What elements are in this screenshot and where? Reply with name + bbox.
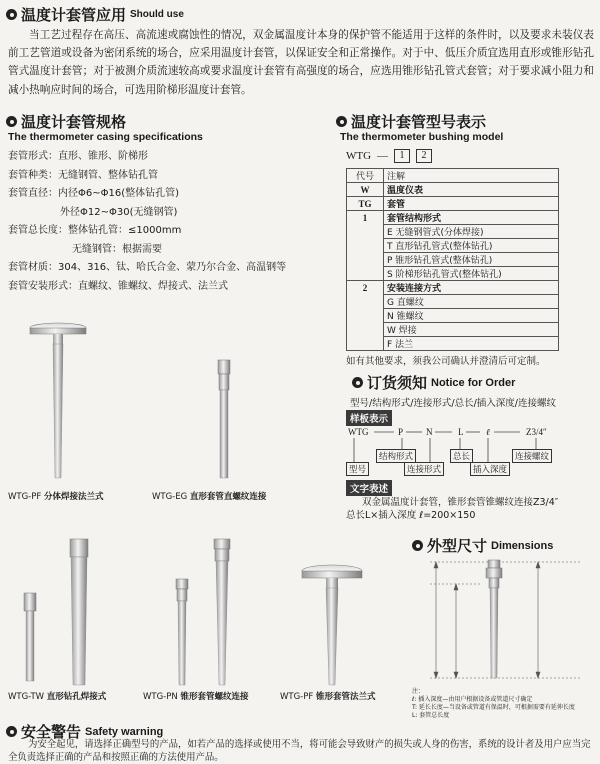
table-row — [347, 211, 559, 225]
spec-line: 套管安装形式：直螺纹、锥螺纹、焊接式、法兰式 — [8, 280, 228, 292]
row-note: P 锥形钻孔管式(整体钻孔) — [384, 253, 559, 267]
model-code — [346, 149, 432, 163]
label-box-structure: 结构形式 — [376, 449, 416, 463]
dimensions-note: T: 延长长度—当设备或管道有保温时，可根据需要有延伸长度 — [412, 704, 575, 711]
model-code-dash: — — [377, 150, 389, 162]
model-code-prefix: WTG — [346, 150, 372, 162]
sample-tag: 样板表示 — [346, 410, 392, 426]
sample-part: WTG — [348, 427, 369, 437]
row-note: E 无缝钢管式(分体焊接) — [384, 225, 559, 239]
product-wtg-pf-1 — [30, 323, 86, 478]
model-title-cn: 温度计套管型号表示 — [351, 113, 487, 131]
spec-line: 套管总长度：整体钻孔管：≤1000mm — [8, 225, 182, 236]
dimensions-note: L: 套管总长度 — [412, 712, 450, 719]
table-row — [347, 295, 559, 309]
label-box-depth: 插入深度 — [470, 462, 510, 476]
safety-title-en: Safety warning — [85, 725, 164, 738]
order-title-cn: 订货须知 — [367, 374, 428, 392]
product-wtg-pf-2 — [302, 565, 362, 685]
table-row — [347, 253, 559, 267]
order-heading — [352, 372, 515, 393]
row-code: W — [347, 183, 384, 197]
dimensions-drawing — [420, 556, 590, 686]
specs-list — [8, 148, 286, 296]
dimensions-title-en: Dimensions — [491, 539, 554, 552]
spec-line: 套管形式：直形、锥形、阶梯形 — [8, 151, 148, 162]
row-code — [347, 225, 384, 239]
table-header-note: 注解 — [384, 169, 559, 183]
row-note: 温度仪表 — [384, 183, 559, 197]
spec-line: 套管种类：无缝钢管、整体钻孔管 — [8, 169, 158, 181]
row-note: T 直形钻孔管式(整体钻孔) — [384, 239, 559, 253]
sample-part: L — [458, 427, 464, 437]
should-use-title-cn: 温度计套管应用 — [21, 6, 127, 24]
row-code — [347, 267, 384, 281]
dimensions-notes — [412, 688, 598, 720]
sample-part: P — [398, 427, 404, 437]
spec-line: 套管直径：内径Φ6~Φ16(整体钻孔管) — [8, 188, 180, 199]
product-wtg-eg — [218, 360, 230, 478]
row-note: S 阶梯形钻孔管式(整体钻孔) — [384, 267, 559, 281]
label-box-model: 型号 — [346, 462, 369, 476]
should-use-title-en: Should use — [130, 9, 184, 20]
product-illustrations-top — [0, 318, 300, 498]
table-header-row — [347, 169, 559, 183]
specs-title-cn: 温度计套管规格 — [21, 113, 127, 131]
sample-part: ℓ — [486, 427, 490, 437]
caption-wtg-tw: WTG-TW 直形钻孔焊接式 — [8, 692, 107, 702]
bullet-icon — [336, 116, 347, 127]
safety-text: 为安全起见，请选择正确型号的产品，如若产品的选择或使用不当，将可能会导致财产的损失或人身的伤害，系统的设计者及用户应当完全负责选择正确的产品和按照正确的方法使用产品。 — [8, 739, 591, 763]
product-illustrations-bottom — [0, 535, 360, 705]
row-note: F 法兰 — [384, 337, 559, 351]
row-note: G 直螺纹 — [384, 295, 559, 309]
row-code — [347, 239, 384, 253]
label-box-length: 总长 — [450, 449, 473, 463]
spec-line: 无缝钢管：根据需要 — [72, 243, 162, 255]
dimension-thermowell — [486, 560, 502, 678]
row-code — [347, 295, 384, 309]
model-code-box-2: 2 — [416, 149, 432, 163]
model-title-en: The thermometer bushing model — [340, 131, 504, 143]
safety-title-cn: 安全警告 — [21, 723, 82, 741]
specs-heading — [6, 111, 126, 132]
dimensions-note: ℓ: 插入深度—由用户根据设备或管道尺寸确定 — [412, 696, 533, 703]
should-use-paragraph: 当工艺过程存在高压、高流速或腐蚀性的情况，双金属温度计本身的保护管不能适用于这样的条件时，以及要求未装仪表前工艺管道或设备为密闭系统的场合，应采用温度计套管，以保证安全和正常操作。对于中、低压介质宜选用直形或锥形钻孔管式温度计套管；对于被测介质流速较高或要求温度计套管有高强度的场合，应选用锥形钻孔管式套管；对于要求减小阻力和减小热响应时间的场合，可选用阶梯形温度计套管。 — [8, 29, 594, 96]
row-note: N 锥螺纹 — [384, 309, 559, 323]
spec-line: 外径Φ12~Φ30(无缝钢管) — [60, 206, 178, 218]
model-table-wrap — [346, 168, 559, 351]
should-use-heading — [6, 4, 184, 25]
product-wtg-pn — [176, 539, 230, 685]
row-note: W 焊接 — [384, 323, 559, 337]
row-code — [347, 309, 384, 323]
dimensions-note-title: 注： — [412, 688, 425, 695]
row-note: 安装连接方式 — [384, 281, 559, 295]
row-code — [347, 323, 384, 337]
product-wtg-tw — [24, 539, 88, 685]
order-sequence: 型号/结构形式/连接形式/总长/插入深度/连接螺纹 — [350, 398, 557, 409]
model-footnote: 如有其他要求，须我公司确认并澄清后可定制。 — [346, 356, 546, 367]
table-header-code: 代号 — [347, 169, 384, 183]
text-tag: 文字表述 — [346, 480, 392, 496]
label-box-connection: 连接形式 — [404, 462, 444, 476]
table-row — [347, 323, 559, 337]
bullet-icon — [6, 726, 17, 737]
model-code-box-1: 1 — [394, 149, 410, 163]
table-row — [347, 197, 559, 211]
row-code: 1 — [347, 211, 384, 225]
row-code: 2 — [347, 281, 384, 295]
caption-wtg-eg: WTG-EG 直形套管直螺纹连接 — [152, 492, 267, 502]
specs-title-en: The thermometer casing specifications — [8, 131, 203, 143]
row-code: TG — [347, 197, 384, 211]
row-code — [347, 337, 384, 351]
bullet-icon — [352, 377, 363, 388]
table-row — [347, 309, 559, 323]
dimensions-heading — [412, 535, 553, 556]
order-text-line1: 双金属温度计套管，锥形套管锥螺纹连接Z3/4″ — [362, 497, 559, 508]
bullet-icon — [6, 9, 17, 20]
spec-line: 套管材质：304、316、钛、哈氏合金、蒙乃尔合金、高温钢等 — [8, 262, 287, 273]
row-note: 套管结构形式 — [384, 211, 559, 225]
row-code — [347, 253, 384, 267]
model-table — [346, 168, 559, 351]
table-row — [347, 337, 559, 351]
row-note: 套管 — [384, 197, 559, 211]
caption-wtg-pf: WTG-PF 分体焊接法兰式 — [8, 492, 104, 502]
sample-part: Z3/4″ — [526, 427, 547, 437]
table-row — [347, 267, 559, 281]
table-row — [347, 225, 559, 239]
caption-wtg-pf-2: WTG-PF 锥形套管法兰式 — [280, 692, 376, 702]
table-row — [347, 183, 559, 197]
bullet-icon — [412, 540, 423, 551]
model-heading — [336, 111, 486, 132]
table-row — [347, 239, 559, 253]
sample-part: N — [426, 427, 433, 437]
order-text-line2: 总长L×插入深度 ℓ=200×150 — [346, 510, 476, 521]
order-title-en: Notice for Order — [431, 376, 516, 389]
bullet-icon — [6, 116, 17, 127]
dimensions-title-cn: 外型尺寸 — [427, 537, 488, 555]
label-box-thread: 连接螺纹 — [512, 449, 552, 463]
table-row — [347, 281, 559, 295]
caption-wtg-pn: WTG-PN 锥形套管螺纹连接 — [143, 692, 249, 702]
